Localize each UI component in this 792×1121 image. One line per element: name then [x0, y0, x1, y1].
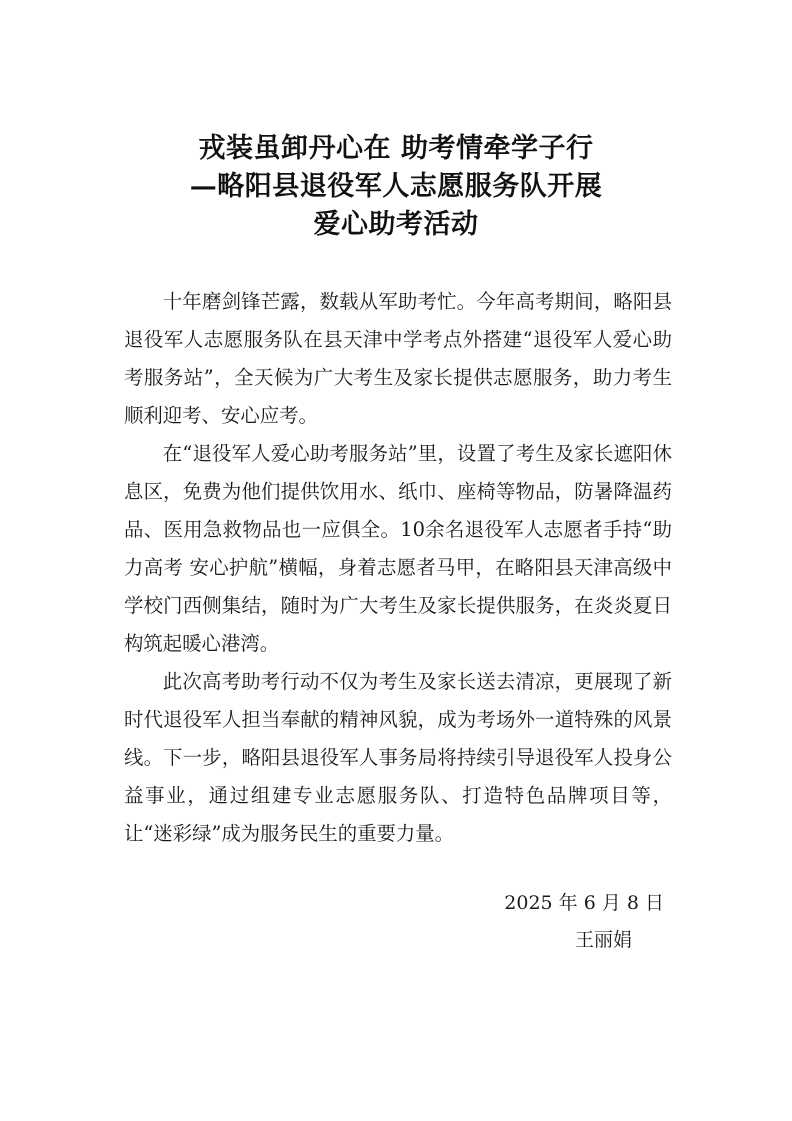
- paragraph-intro: 十年磨剑锋芒露，数载从军助考忙。今年高考期间，略阳县退役军人志愿服务队在县天津中学考点外搭建“退役军人爱心助考服务站”，全天候为广大考生及家长提供志愿服务，助力考生顺利迎考、安心应考。: [124, 290, 672, 427]
- document-date: 2025 年 6 月 8 日: [504, 892, 664, 914]
- title-line-subtitle: —略阳县退役军人志愿服务队开展: [189, 171, 603, 202]
- title-line-subtitle-end: 爱心助考活动: [313, 209, 479, 240]
- document-body: [124, 283, 672, 853]
- document-author: 王丽娟: [574, 929, 632, 951]
- document-title: [96, 130, 696, 244]
- title-line-main: 戎装虽卸丹心在 助考情牵学子行: [198, 133, 594, 164]
- paragraph-service-station: 在“退役军人爱心助考服务站”里，设置了考生及家长遮阳休息区，免费为他们提供饮用水、纸巾、座椅等物品，防暑降温药品、医用急救物品也一应俱全。10余名退役军人志愿者手持“助力高考 安心护航”横幅，身着志愿者马甲，在略阳县天津高级中学校门西侧集结，随时为广大考生及家长提供服务，在炎炎夏日构筑起暖心港湾。: [124, 442, 672, 655]
- paragraph-conclusion: 此次高考助考行动不仅为考生及家长送去清凉，更展现了新时代退役军人担当奉献的精神风貌，成为考场外一道特殊的风景线。下一步，略阳县退役军人事务局将持续引导退役军人投身公益事业，通过组建专业志愿服务队、打造特色品牌项目等，让“迷彩绿”成为服务民生的重要力量。: [124, 670, 672, 845]
